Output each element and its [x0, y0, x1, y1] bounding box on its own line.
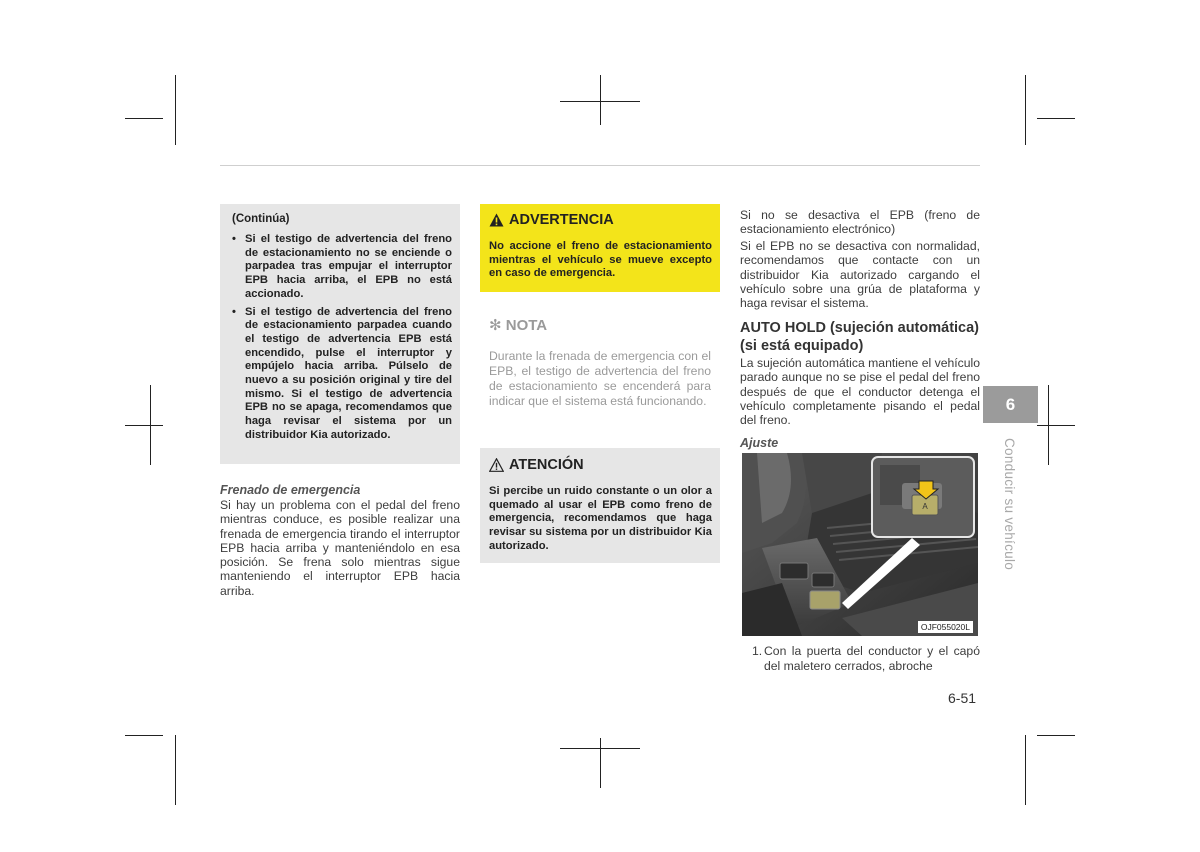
bullet-dot: • — [232, 305, 236, 318]
bullet-text: Si el testigo de advertencia del freno de estacionamiento no se enciende o parpadea tras empujar el interruptor EPB hacia arriba, el EPB no está accionado. — [245, 233, 452, 300]
crop-mark — [125, 425, 163, 426]
crop-mark — [560, 748, 640, 749]
epb-not-released-text: Si el EPB no se desactiva con normalidad, recomendamos que contacte con un distribuidor Kia autorizado cargando el vehículo sobre una grúa de plataforma y haga revisar el sistema. — [740, 239, 980, 311]
caution-header — [489, 455, 712, 475]
crop-mark — [1037, 735, 1075, 736]
caution-triangle-icon — [489, 458, 504, 472]
bullet-item — [232, 306, 452, 443]
crop-mark — [125, 118, 163, 119]
crop-mark — [175, 735, 176, 805]
bullet-item — [232, 233, 452, 302]
step-number: 1. — [752, 644, 763, 658]
crop-mark — [600, 738, 601, 788]
auto-hold-text: La sujeción automática mantiene el vehículo parado aunque no se pise el pedal del freno después de que el conductor detenga el vehículo completamente pisando el pedal del freno. — [740, 356, 980, 428]
note-text: Durante la frenada de emergencia con el EPB, el testigo de advertencia del freno de estacionamiento se encenderá para indicar que el sistema está funcionando. — [489, 349, 711, 408]
note-title: ✻ NOTA — [489, 317, 548, 334]
setting-heading: Ajuste — [740, 436, 779, 450]
chapter-tab-title: Conducir su vehículo — [1002, 438, 1017, 571]
caution-box — [480, 448, 720, 563]
image-code: OJF055020L — [918, 621, 973, 633]
crop-mark — [125, 735, 163, 736]
continued-box — [220, 204, 460, 464]
caution-text: Si percibe un ruido constante o un olor a quemado al usar el EPB como freno de emergencia, recomendamos que haga revisar su sistema por un distribuidor Kia autorizado. — [489, 485, 712, 552]
page-number: 6-51 — [948, 690, 977, 706]
warning-header — [489, 210, 712, 230]
crop-mark — [600, 75, 601, 125]
warning-triangle-icon — [489, 213, 504, 227]
chapter-tab-number: 6 — [983, 386, 1038, 423]
emergency-braking-text: Si hay un problema con el pedal del freno mientras conduce, es posible realizar una frenada de emergencia tirando el interruptor EPB hacia arriba y manteniéndolo en esa posición. Se frena solo mientras sigue manteniendo el interruptor EPB hacia arriba. — [220, 498, 460, 598]
warning-title: ADVERTENCIA — [509, 212, 614, 228]
warning-text: No accione el freno de estacionamiento mientras el vehículo se mueve excepto en caso de emergencia. — [489, 240, 712, 280]
bullet-text: Si el testigo de advertencia del freno de estacionamiento parpadea cuando el testigo de advertencia EPB está encendido, pulse el interruptor y empújelo hacia arriba. Púlselo de nuevo a su posición original y tire del mismo. Si el testigo de advertencia EPB no se apaga, recomendamos que haga revisar el sistema por un distribuidor Kia autorizado. — [245, 305, 452, 441]
emergency-braking-heading: Frenado de emergencia — [220, 483, 361, 497]
continued-title: (Continúa) — [232, 213, 290, 225]
crop-mark — [1025, 75, 1026, 145]
step-item — [752, 644, 980, 673]
header-rule — [220, 165, 980, 166]
crop-mark — [1037, 118, 1075, 119]
step-text: Con la puerta del conductor y el capó del maletero cerrados, abroche — [764, 644, 980, 673]
caution-title: ATENCIÓN — [509, 457, 584, 473]
crop-mark — [1025, 735, 1026, 805]
crop-mark — [175, 75, 176, 145]
console-illustration — [742, 453, 978, 636]
crop-mark — [560, 101, 640, 102]
bullet-dot: • — [232, 233, 236, 245]
epb-not-released-heading: Si no se desactiva el EPB (freno de estacionamiento electrónico) — [740, 208, 980, 237]
auto-hold-switch-photo — [742, 453, 978, 636]
warning-box — [480, 204, 720, 292]
crop-mark — [1037, 425, 1075, 426]
auto-hold-heading: AUTO HOLD (sujeción automática) (si está equipado) — [740, 320, 980, 354]
svg-text:A: A — [922, 502, 928, 511]
